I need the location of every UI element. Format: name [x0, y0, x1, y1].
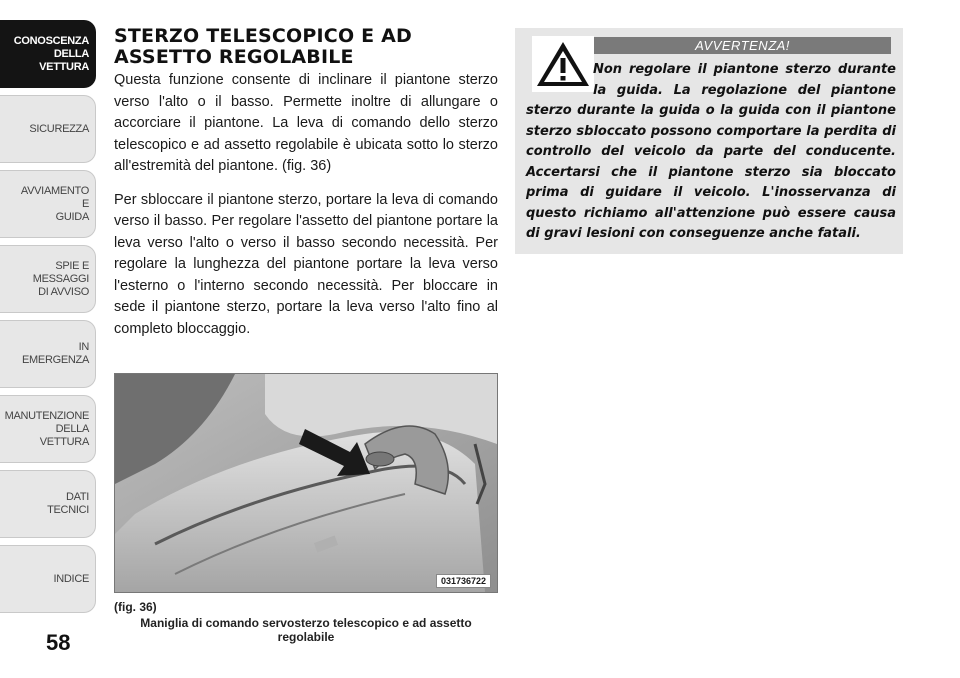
icon-spacer: [526, 60, 593, 100]
tab-label: CONOSCENZA DELLA VETTURA: [13, 34, 89, 73]
main-content: [114, 26, 498, 352]
figure-steering-lever-photo: [114, 373, 498, 593]
tab-label: DATI TECNICI: [47, 491, 89, 516]
paragraph: Per sbloccare il piantone sterzo, portare la leva di comando verso il basso. Per regolare l'assetto del piantone portare la leva verso l'alto o verso il basso secondo necessità. Per regolare la lunghezza del piantone portare la leva verso l'esterno o l'interno secondo necessità. Per bloccare in sede il piantone sterzo, portare la leva verso l'alto fino al completo bloccaggio.: [114, 191, 498, 337]
page-number: 58: [46, 630, 71, 655]
section-title: STERZO TELESCOPICO E AD ASSETTO REGOLABILE: [114, 25, 412, 68]
tab-label: SICUREZZA: [29, 122, 89, 135]
steering-column-illustration: [115, 374, 497, 592]
warning-box: [515, 28, 903, 254]
paragraph: Questa funzione consente di inclinare il piantone sterzo verso l'alto o il basso. Permette inoltre di allungare o accorciare il piantone. La leva di comando dello sterzo telescopico e ad assetto regolabile è ubicata sotto lo sterzo all'estremità del piantone. (fig. 36): [114, 72, 498, 174]
tab-manutenzione[interactable]: [0, 395, 96, 463]
warning-text-block: [526, 60, 896, 245]
tab-in-emergenza[interactable]: [0, 320, 96, 388]
figure-caption: Maniglia di comando servosterzo telescopico e ad assetto regolabile: [140, 616, 472, 644]
tab-label: SPIE E MESSAGGI DI AVVISO: [32, 259, 89, 298]
tab-conoscenza-vettura[interactable]: [0, 20, 96, 88]
warning-text: Non regolare il piantone sterzo durante la guida. La regolazione del piantone sterzo durante la guida o la guida con il piantone sterzo sbloccato possono comportare la perdita di controllo del veicolo da parte del conducente. Accertarsi che il piantone sterzo sia bloccato prima di guidare il veicolo. L'inosservanza di questo richiamo all'attenzione può essere causa di gravi lesioni con conseguenze anche fatali.: [526, 62, 896, 241]
figure-label: (fig. 36): [114, 600, 157, 614]
tab-indice[interactable]: [0, 545, 96, 613]
tab-dati-tecnici[interactable]: [0, 470, 96, 538]
figure-code: 031736722: [436, 574, 491, 588]
tab-label: MANUTENZIONE DELLA VETTURA: [4, 409, 89, 448]
tab-spie-messaggi[interactable]: [0, 245, 96, 313]
tab-sicurezza[interactable]: [0, 95, 96, 163]
tab-label: INDICE: [53, 572, 89, 585]
tab-label: AVVIAMENTO E GUIDA: [20, 184, 89, 223]
tab-avviamento-guida[interactable]: [0, 170, 96, 238]
warning-heading: AVVERTENZA!: [594, 37, 891, 54]
tab-label: IN EMERGENZA: [22, 341, 89, 366]
